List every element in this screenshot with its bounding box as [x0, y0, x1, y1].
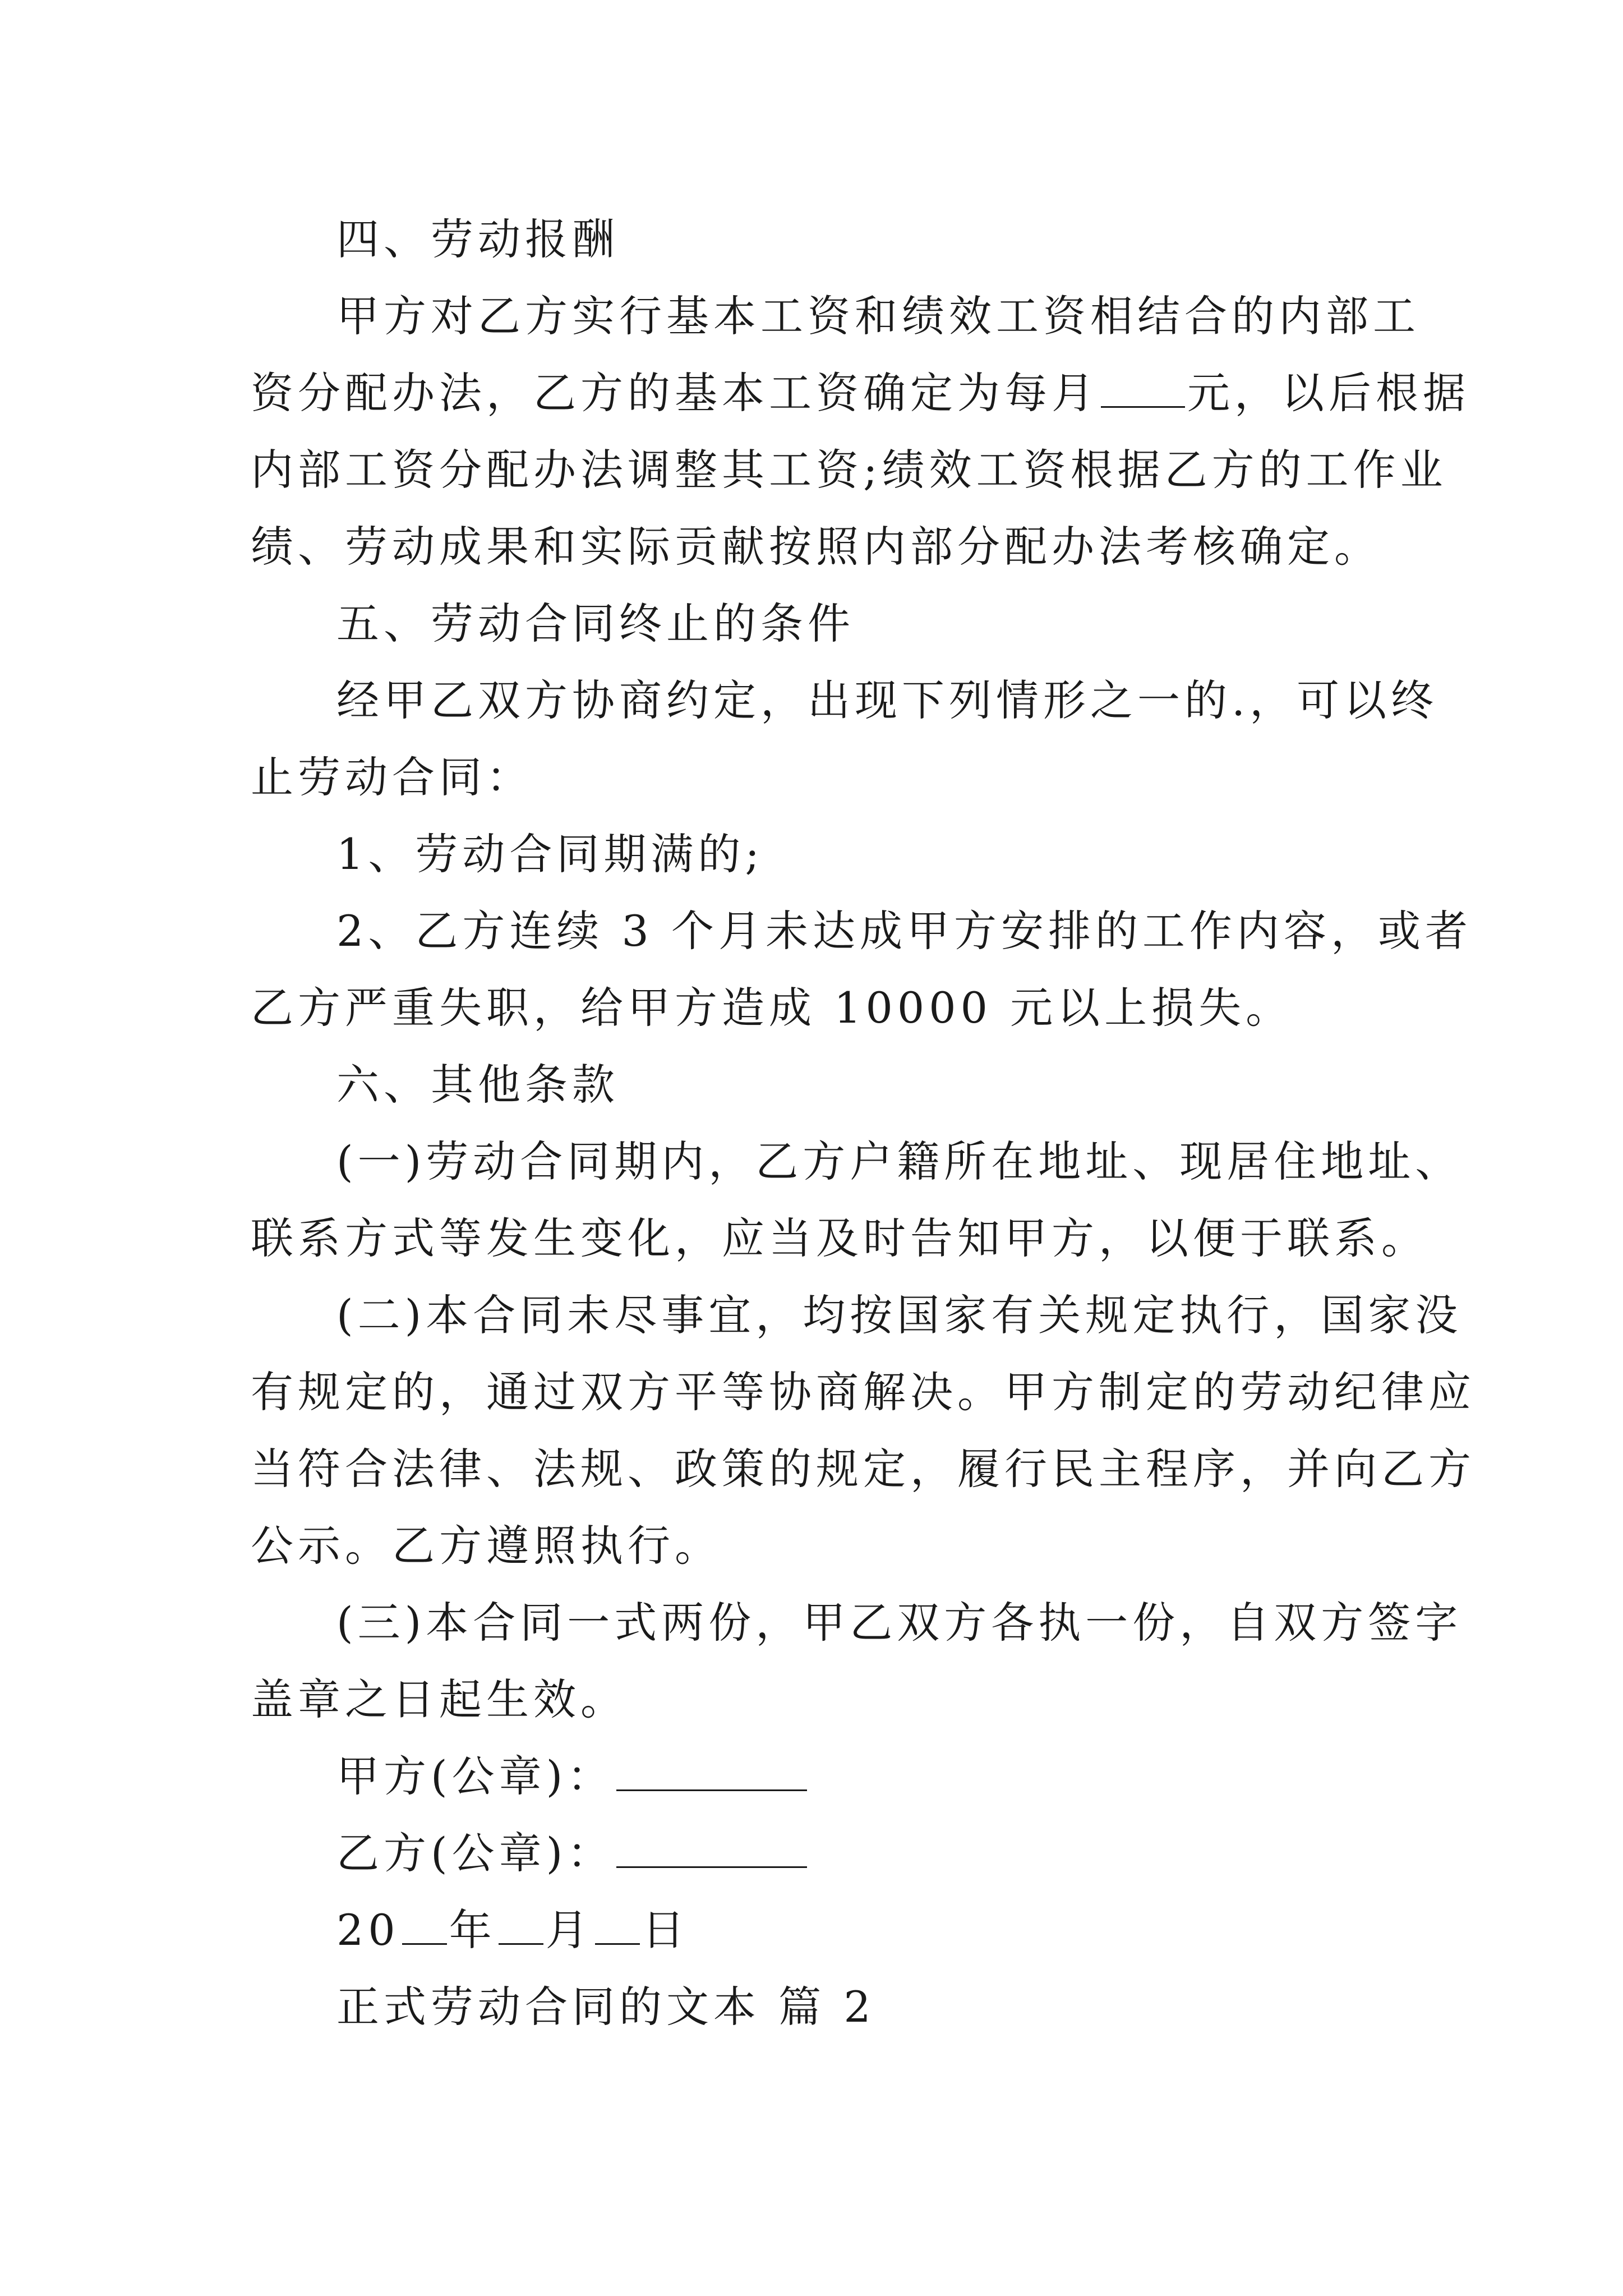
party-b-signature — [336, 1825, 809, 1881]
clause-line: (三)本合同一式两份，甲乙双方各执一份，自双方签字 — [336, 1598, 1463, 1648]
section-heading-other-terms: 六、其他条款 — [336, 1060, 619, 1110]
paragraph-line: 止劳动合同： — [251, 752, 533, 802]
date-month-label: 月 — [545, 1905, 593, 1955]
next-document-title: 正式劳动合同的文本 篇 2 — [336, 1982, 875, 2032]
party-a-blank — [616, 1755, 807, 1791]
clause-line: (二)本合同未尽事宜，均按国家有关规定执行，国家没 — [336, 1290, 1463, 1340]
paragraph-line: 内部工资分配办法调整其工资;绩效工资根据乙方的工作业 — [251, 445, 1447, 495]
month-blank — [499, 1908, 543, 1945]
signing-date — [336, 1902, 689, 1958]
clause-line: 公示。乙方遵照执行。 — [251, 1521, 722, 1571]
clause-line: (一)劳动合同期内，乙方户籍所在地址、现居住地址、 — [336, 1137, 1463, 1186]
clause-line: 当符合法律、法规、政策的规定，履行民主程序，并向乙方 — [251, 1444, 1476, 1494]
clause-line: 联系方式等发生变化，应当及时告知甲方，以便于联系。 — [251, 1213, 1428, 1263]
clause-line: 盖章之日起生效。 — [251, 1674, 628, 1724]
list-item: 1、劳动合同期满的; — [336, 829, 764, 879]
list-item: 2、乙方连续 3 个月未达成甲方安排的工作内容，或者 — [336, 906, 1473, 956]
party-b-blank — [616, 1832, 807, 1868]
party-b-label: 乙方(公章)： — [336, 1828, 615, 1878]
date-day-label: 日 — [642, 1905, 689, 1955]
date-year-label: 年 — [449, 1905, 496, 1955]
section-heading-termination: 五、劳动合同终止的条件 — [336, 599, 855, 648]
paragraph-text: 元，以后根据 — [1187, 368, 1470, 418]
paragraph-line — [251, 365, 1470, 421]
paragraph-text: 资分配办法，乙方的基本工资确定为每月 — [251, 368, 1099, 418]
year-blank — [402, 1908, 447, 1945]
day-blank — [595, 1908, 640, 1945]
salary-blank — [1101, 371, 1185, 408]
paragraph-line: 经甲乙双方协商约定，出现下列情形之一的.，可以终 — [336, 675, 1438, 725]
section-heading-remuneration: 四、劳动报酬 — [336, 214, 619, 264]
party-a-signature — [336, 1749, 809, 1805]
paragraph-line: 绩、劳动成果和实际贡献按照内部分配办法考核确定。 — [251, 522, 1381, 572]
party-a-label: 甲方(公章)： — [336, 1751, 615, 1801]
paragraph-line: 乙方严重失职，给甲方造成 10000 元以上损失。 — [251, 983, 1293, 1033]
date-prefix: 20 — [336, 1905, 400, 1955]
clause-line: 有规定的，通过双方平等协商解决。甲方制定的劳动纪律应 — [251, 1367, 1476, 1417]
paragraph-line: 甲方对乙方实行基本工资和绩效工资相结合的内部工 — [336, 291, 1420, 341]
